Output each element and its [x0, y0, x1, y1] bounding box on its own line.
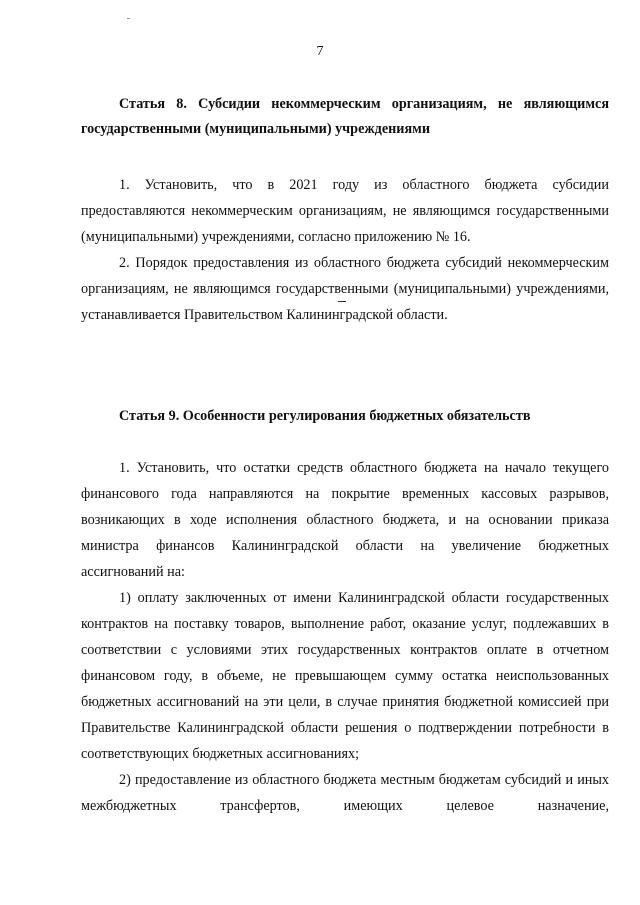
article-9-body — [81, 455, 609, 819]
scan-artifact — [127, 18, 130, 19]
scan-artifact-dash — [338, 301, 346, 302]
article-9-paragraph-2: 1) оплату заключенных от имени Калининградской области государственных контрактов на поставку товаров, выполнение работ, оказание услуг, подлежавших в соответствии с условиями этих государственных контрактов оплате в отчетном финансовом году, в объеме, не превышающем сумму остатка неиспользованных бюджетных ассигнований на эти цели, в случае принятия бюджетной комиссией при Правительстве Калининградской области решения о подтверждении потребности в соответствующих бюджетных ассигнованиях; — [81, 590, 609, 762]
article-9-paragraph-3: 2) предоставление из областного бюджета местным бюджетам субсидий и иных межбюджетных трансфертов, имеющих целевое назначение, — [81, 772, 609, 814]
article-9-heading: Статья 9. Особенности регулирования бюджетных обязательств — [119, 408, 531, 424]
article-8-body — [81, 172, 609, 328]
article-8-heading: Статья 8. Субсидии некоммерческим организациям, не являющимся государственными (муниципальными) учреждениями — [81, 96, 609, 137]
article-8-paragraph-2: 2. Порядок предоставления из областного бюджета субсидий некоммерческим организациям, не являющимся государственными (муниципальными) учреждениями, устанавливается Правительством Калининградской области. — [81, 255, 609, 323]
article-9-paragraph-1: 1. Установить, что остатки средств областного бюджета на начало текущего финансового года направляются на покрытие временных кассовых разрывов, возникающих в ходе исполнения областного бюджета, и на основании приказа министра финансов Калининградской области на увеличение бюджетных ассигнований на: — [81, 460, 609, 580]
page-number: 7 — [316, 44, 324, 59]
article-8-paragraph-1: 1. Установить, что в 2021 году из областного бюджета субсидии предоставляются некоммерческим организациям, не являющимся государственными (муниципальными) учреждениями, согласно приложению № 16. — [81, 177, 609, 245]
